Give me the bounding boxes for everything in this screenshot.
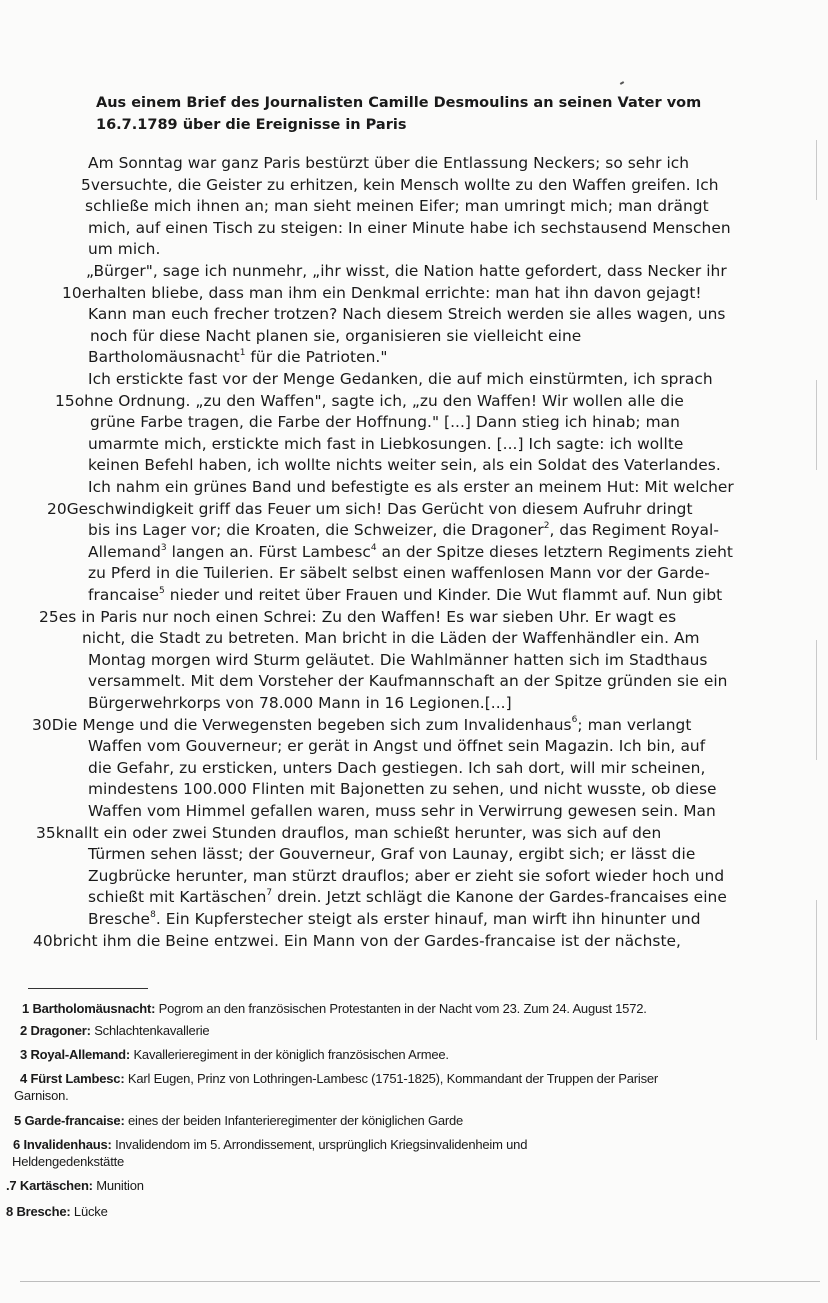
body-line xyxy=(88,455,721,476)
footnote-term: Kartäschen: xyxy=(19,1178,93,1193)
footnote-ref: 5 xyxy=(159,585,165,596)
body-text-segment: Bürgerwehrkorps von 78.000 Mann in 16 Legionen.[...] xyxy=(88,694,512,712)
body-line xyxy=(88,801,716,822)
body-text-segment: Waffen vom Gouverneur; er gerät in Angst und öffnet sein Magazin. Ich bin, auf xyxy=(88,737,706,756)
footnote-text: Karl Eugen, Prinz von Lothringen-Lambesc (1751-1825), Kommandant der Truppen der Pariser xyxy=(124,1071,659,1086)
footnote-text: Lücke xyxy=(70,1204,108,1219)
body-line xyxy=(32,715,691,736)
footnote-term: Royal-Allemand: xyxy=(30,1047,131,1062)
body-line xyxy=(62,283,702,304)
body-line xyxy=(88,434,683,455)
footnote xyxy=(6,1177,144,1194)
body-text-segment: erhalten bliebe, dass man ihm ein Denkmal errichte: man hat ihn davon gejagt! xyxy=(81,283,702,302)
body-text-segment: drein. Jetzt schlägt die Kanone der Gardes-francaises eine xyxy=(272,888,727,907)
document-title xyxy=(96,92,736,136)
footnote-ref: 4 xyxy=(370,542,377,553)
footnote-number: 2 xyxy=(20,1023,28,1038)
body-line xyxy=(88,542,733,563)
body-line xyxy=(47,499,693,520)
body-text-segment: keinen Befehl haben, ich wollte nichts weiter sein, als ein Soldat des Vaterlandes. xyxy=(88,456,721,475)
body-text-segment: um mich. xyxy=(88,240,161,259)
footnote-text: Garnison. xyxy=(14,1088,69,1103)
body-text-segment: umarmte mich, erstickte mich fast in Liebkosungen. [...] Ich sagte: ich wollte xyxy=(88,434,684,453)
footnote-term: Bartholomäusnacht: xyxy=(32,1001,156,1016)
pen-mark xyxy=(620,81,624,85)
body-line xyxy=(55,391,684,412)
line-number: 10 xyxy=(62,283,82,302)
body-text-segment: . Ein Kupferstecher steigt als erster hinauf, man wirft ihn hinunter und xyxy=(155,910,701,928)
body-line xyxy=(88,736,705,757)
footnote xyxy=(12,1153,124,1170)
footnote-text: Pogrom an den französischen Protestanten in der Nacht vom 23. Zum 24. August 1572. xyxy=(155,1001,647,1016)
body-text-segment: versammelt. Mit dem Vorsteher der Kaufmannschaft an der Spitze gründen sie ein xyxy=(88,672,728,691)
title-line-1: Aus einem Brief des Journalisten Camille Desmoulins an seinen Vater vom xyxy=(96,95,702,111)
footnote-text: Munition xyxy=(92,1178,144,1193)
body-text-segment: ohne Ordnung. „zu den Waffen", sagte ich, „zu den Waffen! Wir wollen alle die xyxy=(74,391,684,410)
footnote-separator xyxy=(28,988,148,989)
page-bottom-edge xyxy=(20,1281,820,1282)
footnote-ref: 6 xyxy=(571,715,578,726)
body-line xyxy=(88,671,727,692)
body-text-segment: Zugbrücke herunter, man stürzt drauflos; aber er zieht sie sofort wieder hoch und xyxy=(88,866,725,885)
body-text-segment: bis ins Lager vor; die Kroaten, die Schweizer, die Dragoner xyxy=(88,521,544,540)
page-edge-mark xyxy=(816,140,817,200)
body-text-segment: noch für diese Nacht planen sie, organisieren sie vielleicht eine xyxy=(90,326,582,345)
body-text-segment: zu Pferd in die Tuilerien. Er säbelt selbst einen waffenlosen Mann vor der Garde- xyxy=(88,564,710,583)
footnote-ref: 1 xyxy=(239,348,246,359)
footnote xyxy=(13,1136,527,1153)
body-text-segment: Die Menge und die Verwegensten begeben sich zum Invalidenhaus xyxy=(51,715,572,734)
footnote xyxy=(20,1022,209,1039)
footnote-ref: 7 xyxy=(266,888,273,899)
footnote-ref: 2 xyxy=(543,521,550,532)
footnote xyxy=(14,1087,69,1104)
body-text-segment: Türmen sehen lässt; der Gouverneur, Graf von Launay, ergibt sich; er lässt die xyxy=(88,845,696,864)
body-text-segment: nicht, die Stadt zu betreten. Man bricht in die Läden der Waffenhändler ein. Am xyxy=(82,629,700,648)
footnote xyxy=(20,1070,658,1087)
body-line xyxy=(88,693,512,714)
body-line xyxy=(88,304,726,325)
body-line xyxy=(36,823,661,844)
footnote-ref: 3 xyxy=(160,542,167,553)
body-text-segment: Am Sonntag war ganz Paris bestürzt über die Entlassung Neckers; so sehr ich xyxy=(88,154,690,172)
body-line xyxy=(88,347,387,368)
body-line xyxy=(86,261,727,282)
footnote-number: 1 xyxy=(22,1001,30,1016)
footnote-number: 8 xyxy=(6,1204,14,1219)
footnote-term: Dragoner: xyxy=(30,1023,91,1038)
footnote xyxy=(6,1203,108,1220)
body-line xyxy=(90,412,680,433)
footnote xyxy=(20,1046,449,1063)
body-line xyxy=(33,931,681,952)
line-number: 25 xyxy=(39,607,59,626)
line-number: 5 xyxy=(81,175,91,194)
body-text-segment: es in Paris nur noch einen Schrei: Zu den Waffen! Es war sieben Uhr. Er wagt es xyxy=(58,607,677,626)
body-text-segment: Geschwindigkeit griff das Feuer um sich! Das Gerücht von diesem Aufruhr dringt xyxy=(66,499,693,518)
page-edge-mark xyxy=(816,640,817,760)
body-line xyxy=(88,153,689,174)
footnote-number: 4 xyxy=(20,1071,28,1086)
body-text-segment: Bresche xyxy=(88,910,151,928)
footnote-number: 6 xyxy=(13,1137,21,1152)
body-text-segment: Allemand xyxy=(88,542,161,561)
body-line xyxy=(81,175,719,196)
body-text-segment: langen an. Fürst Lambesc xyxy=(166,542,371,561)
body-text-segment: grüne Farbe tragen, die Farbe der Hoffnung." [...] Dann stieg ich hinab; man xyxy=(90,413,680,432)
body-text-segment: mindestens 100.000 Flinten mit Bajonetten zu sehen, und nicht wusste, ob diese xyxy=(88,780,717,799)
body-line xyxy=(88,758,705,779)
body-text-segment: Bartholomäusnacht xyxy=(88,348,240,367)
body-text-segment: versuchte, die Geister zu erhitzen, kein Mensch wollte zu den Waffen greifen. Ich xyxy=(90,175,719,194)
body-text-segment: „Bürger", sage ich nunmehr, „ihr wisst, die Nation hatte gefordert, dass Necker ihr xyxy=(86,262,727,280)
footnote-text: Schlachtenkavallerie xyxy=(90,1023,210,1038)
body-text-segment: für die Patrioten." xyxy=(245,348,388,367)
body-line xyxy=(85,196,709,217)
body-line xyxy=(88,563,710,584)
footnote-number: .7 xyxy=(6,1178,17,1193)
page-edge-mark xyxy=(816,900,817,1040)
footnote-text: Heldengedenkstätte xyxy=(12,1154,125,1169)
footnote xyxy=(22,1000,647,1017)
body-line xyxy=(88,520,719,541)
line-number: 30 xyxy=(32,715,52,734)
footnote-term: Bresche: xyxy=(16,1204,71,1219)
body-line xyxy=(82,628,700,649)
footnote-text: Kavallerieregiment in der königlich französischen Armee. xyxy=(130,1047,449,1062)
body-text-segment: die Gefahr, zu ersticken, unters Dach gestiegen. Ich sah dort, will mir scheinen, xyxy=(88,758,706,777)
footnote-number: 3 xyxy=(20,1047,28,1062)
body-line xyxy=(88,866,724,887)
line-number: 20 xyxy=(47,499,67,518)
body-line xyxy=(90,326,581,347)
body-text-segment: Waffen vom Himmel gefallen waren, muss sehr in Verwirrung gewesen sein. Man xyxy=(88,802,716,820)
footnote-term: Fürst Lambesc: xyxy=(30,1071,125,1086)
body-text-segment: knallt ein oder zwei Stunden drauflos, man schießt herunter, was sich auf den xyxy=(55,823,662,842)
body-text-segment: an der Spitze dieses letztern Regiments zieht xyxy=(376,542,733,561)
body-line xyxy=(88,779,717,800)
body-text-segment: Ich erstickte fast vor der Menge Gedanken, die auf mich einstürmten, ich sprach xyxy=(88,370,713,388)
body-text-segment: nieder und reitet über Frauen und Kinder. Die Wut flammt auf. Nun gibt xyxy=(164,586,723,604)
body-text-segment: Ich nahm ein grünes Band und befestigte es als erster an meinem Hut: Mit welcher xyxy=(88,478,734,496)
body-line xyxy=(88,650,707,671)
body-line xyxy=(88,909,701,930)
body-line xyxy=(88,218,731,239)
line-number: 40 xyxy=(33,931,53,950)
footnote-term: Garde-francaise: xyxy=(24,1113,125,1128)
body-line xyxy=(88,239,160,260)
footnote-text: Invalidendom im 5. Arrondissement, ursprünglich Kriegsinvalidenheim und xyxy=(111,1137,528,1152)
footnote-ref: 8 xyxy=(150,909,156,920)
body-text-segment: mich, auf einen Tisch zu steigen: In einer Minute habe ich sechstausend Menschen xyxy=(88,218,731,237)
footnote-text: eines der beiden Infanterieregimenter der königlichen Garde xyxy=(124,1113,464,1128)
body-line xyxy=(88,477,734,498)
footnote-number: 5 xyxy=(14,1113,22,1128)
body-text-segment: bricht ihm die Beine entzwei. Ein Mann von der Gardes-francaise ist der nächste, xyxy=(52,931,681,950)
footnote-term: Invalidenhaus: xyxy=(23,1137,112,1152)
body-text-segment: Kann man euch frecher trotzen? Nach diesem Streich werden sie alles wagen, uns xyxy=(88,305,726,324)
footnote xyxy=(14,1112,463,1129)
body-text-segment: francaise xyxy=(88,586,160,604)
body-line xyxy=(88,369,713,390)
body-text-segment: ; man verlangt xyxy=(577,715,692,734)
line-number: 35 xyxy=(36,823,56,842)
body-text-segment: schießt mit Kartäschen xyxy=(88,888,267,907)
body-line xyxy=(39,607,676,628)
body-line xyxy=(88,844,695,865)
body-text-segment: , das Regiment Royal- xyxy=(549,521,719,540)
body-text-segment: schließe mich ihnen an; man sieht meinen Eifer; man umringt mich; man drängt xyxy=(85,197,709,216)
body-line xyxy=(88,887,727,908)
title-line-2: 16.7.1789 über die Ereignisse in Paris xyxy=(96,117,407,133)
body-line xyxy=(88,585,722,606)
page-edge-mark xyxy=(816,380,817,470)
line-number: 15 xyxy=(55,391,75,410)
body-text-segment: Montag morgen wird Sturm geläutet. Die Wahlmänner hatten sich im Stadthaus xyxy=(88,650,708,669)
